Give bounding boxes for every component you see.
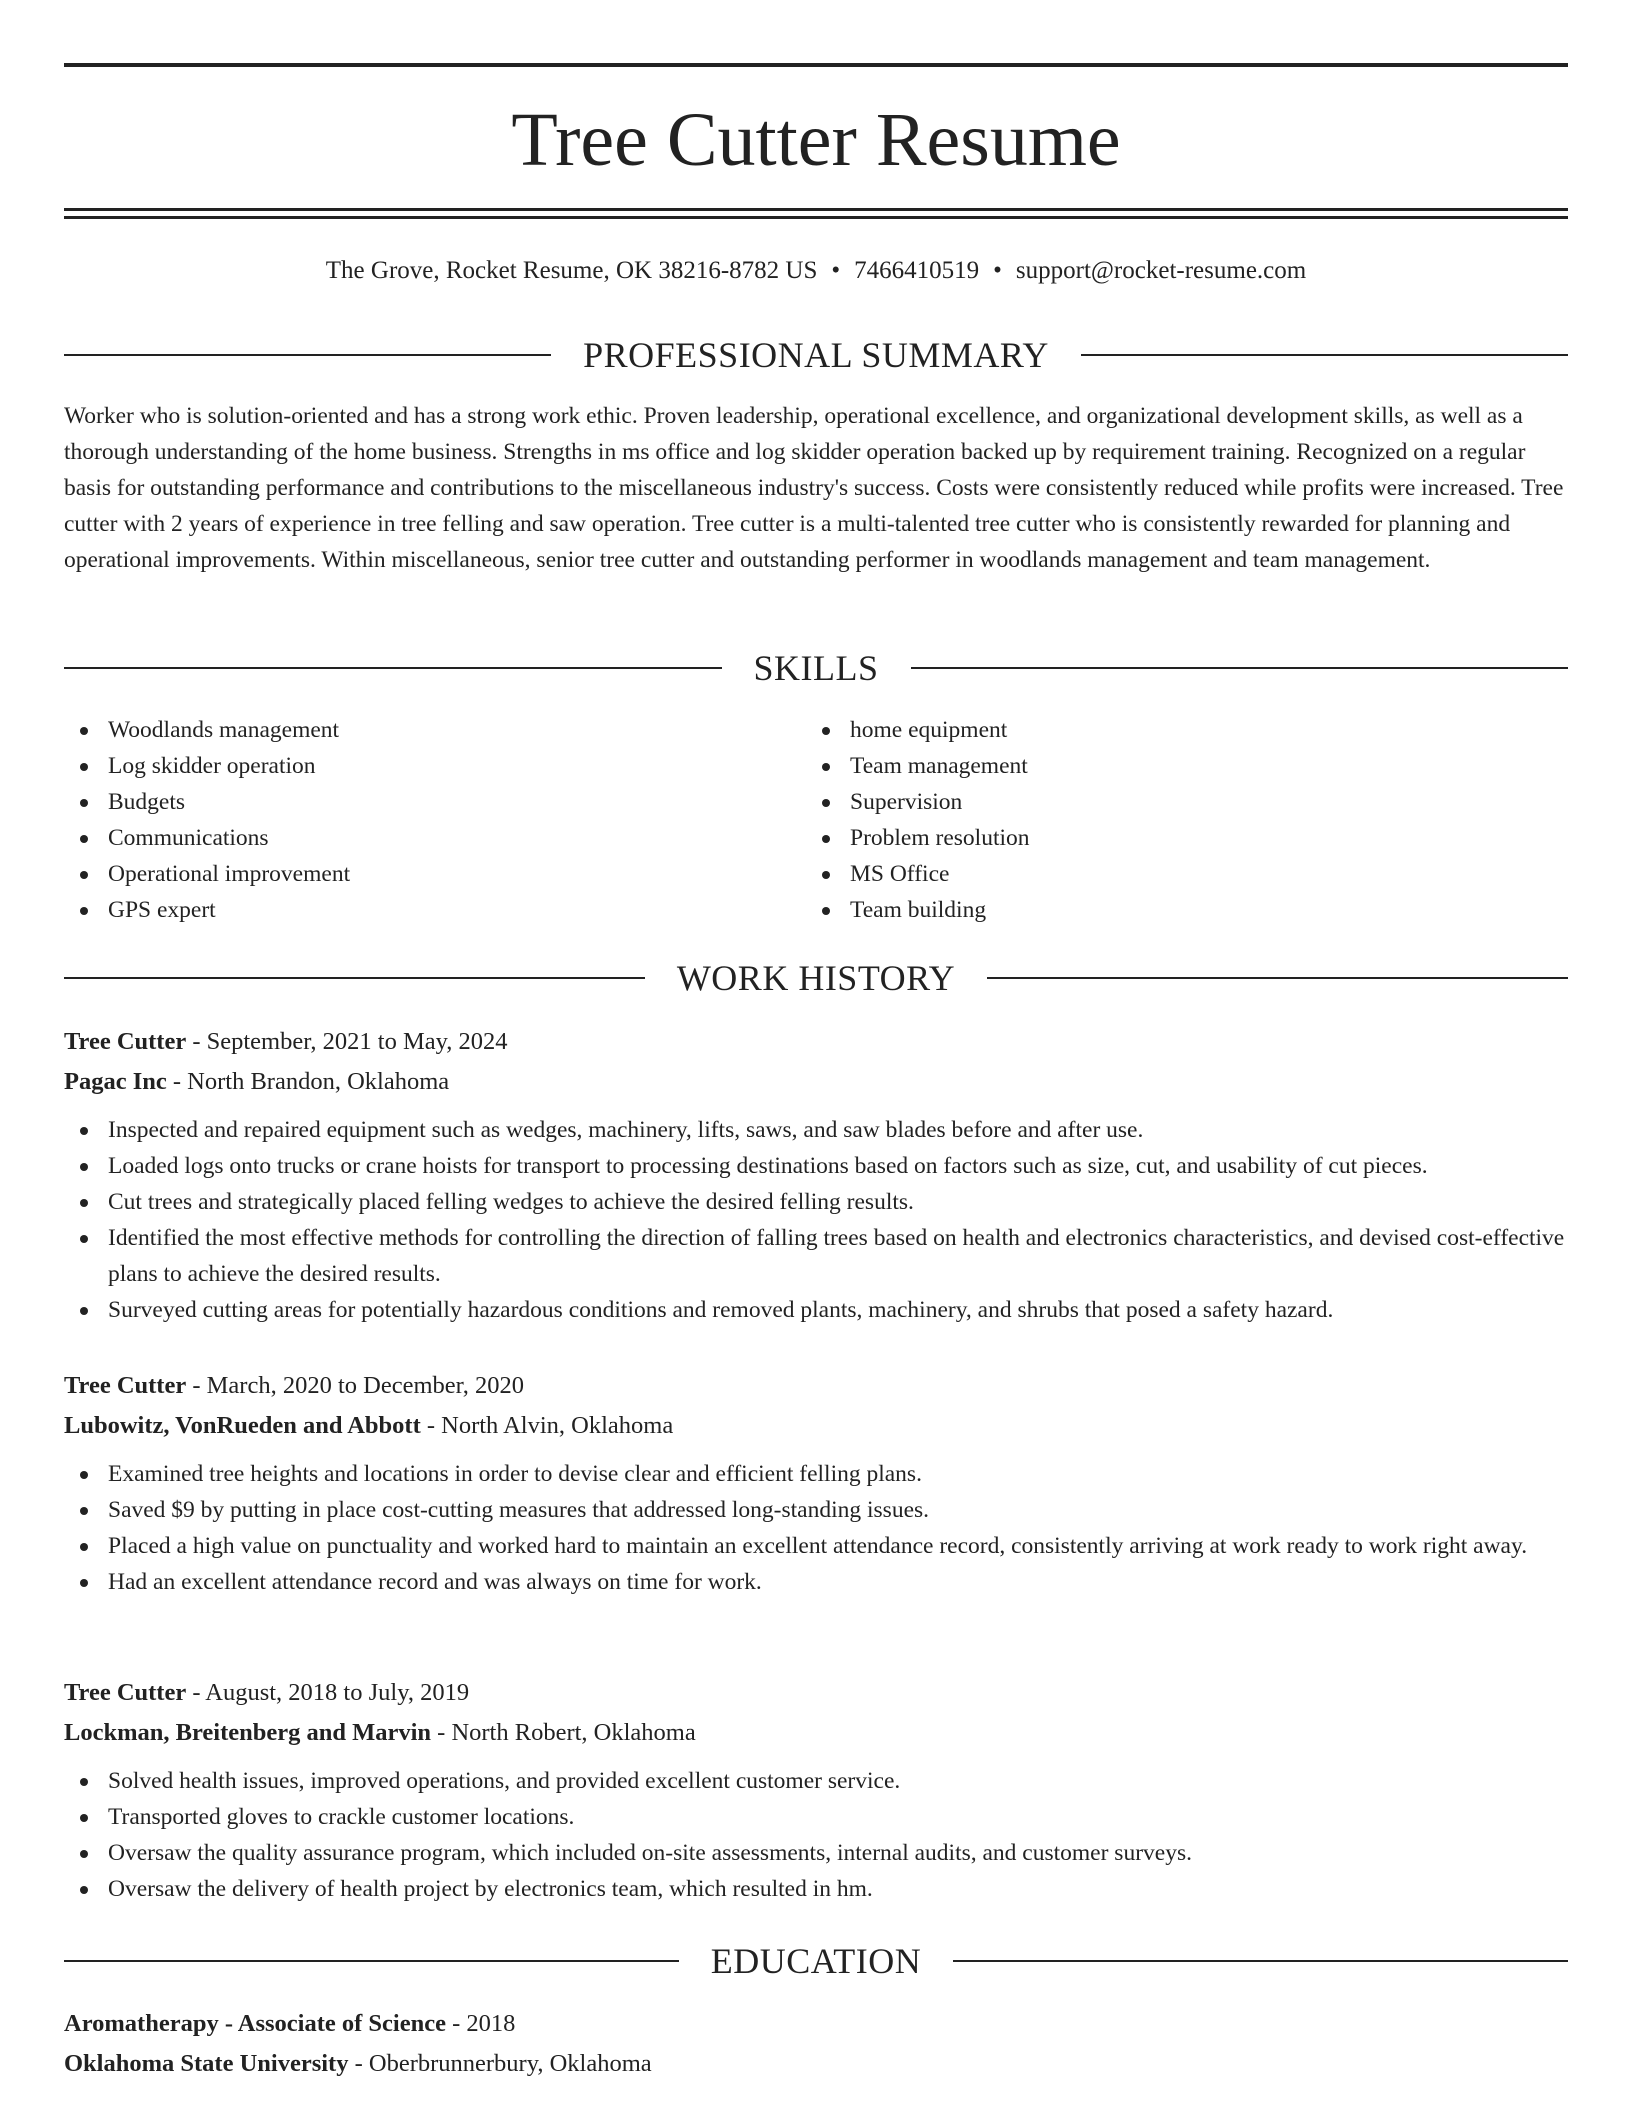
job-entry xyxy=(64,1022,1568,1328)
job-company-line xyxy=(64,1406,1568,1446)
job-location: - North Brandon, Oklahoma xyxy=(166,1068,450,1095)
job-dates: - September, 2021 to May, 2024 xyxy=(186,1028,508,1055)
job-bullet: Saved $9 by putting in place cost-cutting measures that addressed long-standing issues. xyxy=(64,1492,1568,1528)
job-bullet: Oversaw the quality assurance program, which included on-site assessments, internal audits, and customer surveys. xyxy=(64,1835,1568,1871)
contact-line xyxy=(64,253,1568,289)
title-rule-lower xyxy=(64,216,1568,219)
education-school-line xyxy=(64,2044,1568,2084)
heading-rule-left xyxy=(64,667,722,669)
skill-item: Problem resolution xyxy=(806,820,1526,856)
skill-item: Woodlands management xyxy=(64,712,784,748)
job-bullet: Transported gloves to crackle customer locations. xyxy=(64,1799,1568,1835)
education-degree-line xyxy=(64,2004,1568,2044)
education-degree: Aromatherapy - Associate of Science xyxy=(64,2010,446,2037)
section-heading-label: WORK HISTORY xyxy=(676,958,956,998)
heading-rule-left xyxy=(64,977,645,979)
education-year: - 2018 xyxy=(445,2010,516,2037)
education-location: - Oberbrunnerbury, Oklahoma xyxy=(348,2050,652,2077)
skill-item: Log skidder operation xyxy=(64,748,784,784)
skill-item: Communications xyxy=(64,820,784,856)
section-heading-summary xyxy=(64,330,1568,380)
skills-list-right xyxy=(806,712,1526,928)
skill-item: Operational improvement xyxy=(64,856,784,892)
top-rule xyxy=(64,63,1568,67)
job-bullet: Had an excellent attendance record and was always on time for work. xyxy=(64,1564,1568,1600)
job-bullets xyxy=(64,1456,1568,1600)
section-heading-education xyxy=(64,1936,1568,1986)
section-heading-label: EDUCATION xyxy=(710,1941,922,1981)
heading-rule-right xyxy=(911,667,1569,669)
title-rule-upper xyxy=(64,208,1568,211)
contact-address: The Grove, Rocket Resume, OK 38216-8782 US xyxy=(325,257,818,284)
job-bullet: Surveyed cutting areas for potentially hazardous conditions and removed plants, machinery, and shrubs that posed a safety hazard. xyxy=(64,1292,1568,1328)
job-bullet: Inspected and repaired equipment such as wedges, machinery, lifts, saws, and saw blades before and after use. xyxy=(64,1112,1568,1148)
job-title: Tree Cutter xyxy=(64,1679,187,1706)
job-company: Lockman, Breitenberg and Marvin xyxy=(64,1719,432,1746)
education-entry xyxy=(64,2004,1568,2084)
resume-title: Tree Cutter Resume xyxy=(511,98,1121,182)
job-bullets xyxy=(64,1763,1568,1907)
section-heading-label: PROFESSIONAL SUMMARY xyxy=(583,335,1049,375)
job-location: - North Alvin, Oklahoma xyxy=(420,1412,674,1439)
contact-separator: • xyxy=(993,257,1002,284)
job-title-line xyxy=(64,1673,1568,1713)
heading-rule-right xyxy=(953,1960,1568,1962)
job-dates: - March, 2020 to December, 2020 xyxy=(186,1372,525,1399)
job-bullet: Cut trees and strategically placed felling wedges to achieve the desired felling results. xyxy=(64,1184,1568,1220)
summary-text: Worker who is solution-oriented and has a strong work ethic. Proven leadership, operational excellence, and organizational development skills, as well as a thorough understanding of the home business. Strengths in ms office and log skidder operation backed up by requirement training. Recognized on a regular basis for outstanding performance and contributions to the miscellaneous industry's success. Costs were consistently reduced while profits were increased. Tree cutter with 2 years of experience in tree felling and saw operation. Tree cutter is a multi-talented tree cutter who is consistently rewarded for planning and operational improvements. Within miscellaneous, senior tree cutter and outstanding performer in woodlands management and team management. xyxy=(64,403,1564,573)
heading-rule-right xyxy=(987,977,1568,979)
job-company: Lubowitz, VonRueden and Abbott xyxy=(64,1412,421,1439)
skill-item: Budgets xyxy=(64,784,784,820)
skill-item: GPS expert xyxy=(64,892,784,928)
job-title-line xyxy=(64,1366,1568,1406)
skill-item: Team building xyxy=(806,892,1526,928)
job-company: Pagac Inc xyxy=(64,1068,167,1095)
job-company-line xyxy=(64,1713,1568,1753)
job-bullet: Placed a high value on punctuality and worked hard to maintain an excellent attendance record, consistently arriving at work ready to work right away. xyxy=(64,1528,1568,1564)
job-bullet: Loaded logs onto trucks or crane hoists for transport to processing destinations based on factors such as size, cut, and usability of cut pieces. xyxy=(64,1148,1568,1184)
skill-item: home equipment xyxy=(806,712,1526,748)
section-heading-label: SKILLS xyxy=(753,648,879,688)
heading-rule-right xyxy=(1081,354,1568,356)
job-title-line xyxy=(64,1022,1568,1062)
heading-rule-left xyxy=(64,354,551,356)
job-title: Tree Cutter xyxy=(64,1372,187,1399)
job-dates: - August, 2018 to July, 2019 xyxy=(186,1679,470,1706)
job-bullet: Examined tree heights and locations in order to devise clear and efficient felling plans. xyxy=(64,1456,1568,1492)
heading-rule-left xyxy=(64,1960,679,1962)
section-heading-skills xyxy=(64,643,1568,693)
job-bullet: Oversaw the delivery of health project by electronics team, which resulted in hm. xyxy=(64,1871,1568,1907)
skill-item: Supervision xyxy=(806,784,1526,820)
job-company-line xyxy=(64,1062,1568,1102)
job-entry xyxy=(64,1366,1568,1600)
skill-item: Team management xyxy=(806,748,1526,784)
job-bullet: Identified the most effective methods for controlling the direction of falling trees based on health and electronics characteristics, and devised cost-effective plans to achieve the desired results. xyxy=(64,1220,1568,1292)
job-location: - North Robert, Oklahoma xyxy=(431,1719,696,1746)
section-heading-work-history xyxy=(64,953,1568,1003)
job-title: Tree Cutter xyxy=(64,1028,187,1055)
job-bullets xyxy=(64,1112,1568,1328)
skills-list-left xyxy=(64,712,784,928)
skill-item: MS Office xyxy=(806,856,1526,892)
contact-email[interactable]: support@rocket-resume.com xyxy=(1015,257,1307,284)
contact-phone[interactable]: 7466410519 xyxy=(854,257,980,284)
contact-separator: • xyxy=(831,257,841,284)
job-entry xyxy=(64,1673,1568,1907)
job-bullet: Solved health issues, improved operations, and provided excellent customer service. xyxy=(64,1763,1568,1799)
education-school: Oklahoma State University xyxy=(64,2050,349,2077)
